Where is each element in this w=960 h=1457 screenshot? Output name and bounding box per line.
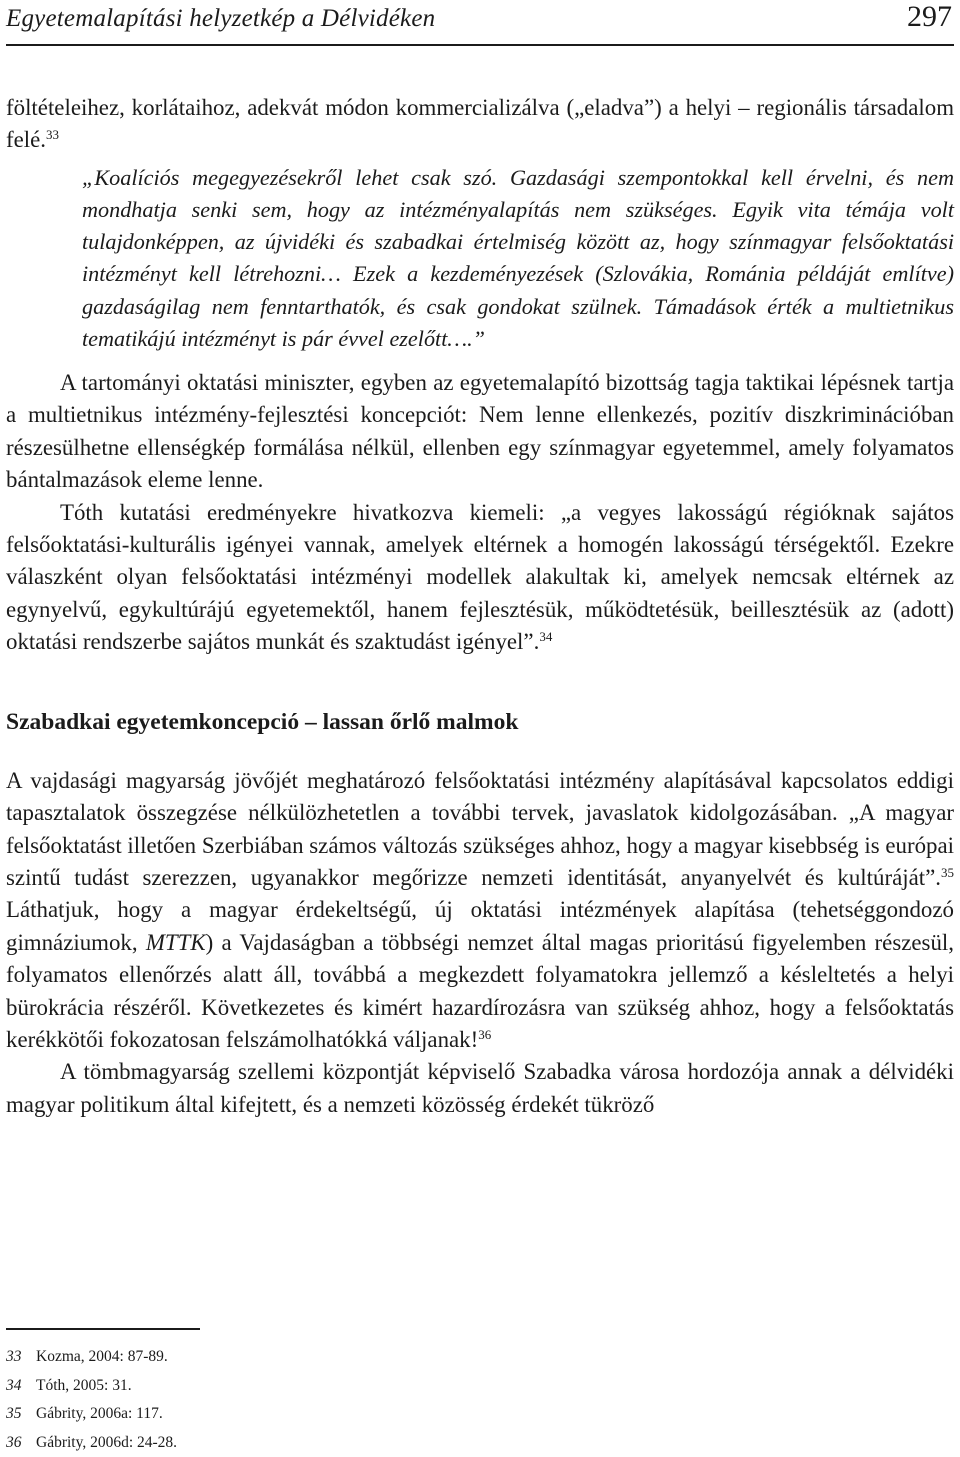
footnotes [6,1343,177,1457]
paragraph-text: A vajdasági magyarság jövőjét meghatározó felsőoktatási intézmény alapításával kapcsolatos eddigi tapasztalatok összegzése nélkülözhetetlen a további tervek, javaslatok kidolgozásában. „A magyar felsőoktatást illetően Szerbiában számos változás szükséges ahhoz, hogy a magyar kisebbség is európai szintű tudást szerezzen, ugyanakkor megőrizze nemzeti identitását, anyanyelvét és kultúráját”. [6,768,954,890]
footnote [6,1429,177,1457]
paragraph [6,765,954,1057]
section-heading: Szabadkai egyetemkoncepció – lassan őrlő malmok [6,707,954,737]
footnote-number: 34 [6,1372,36,1401]
paragraph: A tömbmagyarság szellemi központját képviselő Szabadka városa hordozója annak a délvidéki magyar politikum által kifejtett, és a nemzeti közösség érdekét tükröző [6,1056,954,1121]
italic-acronym: MTTK [146,930,206,955]
footnote-text: Gábrity, 2006a: 117. [36,1405,163,1422]
footnote-ref: 34 [539,629,552,644]
header-rule [6,44,954,46]
footnote-number: 35 [6,1400,36,1429]
footnote-text: Gábrity, 2006d: 24-28. [36,1434,177,1451]
footnote [6,1343,177,1372]
paragraph [6,497,954,659]
footnote-ref: 36 [478,1027,491,1042]
paragraph-text: Láthatjuk, hogy a magyar érdekeltségű, új oktatási intézmények alapítása (tehetséggondozó gimnáziumok, [6,897,954,954]
paragraph-text: ) a Vajdaságban a többségi nemzet által magas prioritású figyelemben részesül, folyamatos ellenőrzés alatt áll, továbbá a megkezdett folyamatokra jellemző a késleltetés a helyi bürokrácia részéről. Következetes és kimért hazardírozásra van szükség ahhoz, hogy a felsőoktatás kerékkötői fokozatosan felszámolhatókká váljanak! [6,930,954,1052]
page-number: 297 [907,0,952,34]
footnote-number: 33 [6,1343,36,1372]
running-title: Egyetemalapítási helyzetkép a Délvidéken [6,5,435,33]
block-quote: „Koalíciós megegyezésekről lehet csak szó. Gazdasági szempontokkal kell érvelni, és nem mondhatja senki sem, hogy az intézményalapítás nem szükséges. Egyik vita témája volt tulajdonképpen, az újvidéki és szabadkai értelmiség között az, hogy színmagyar felsőoktatási intézményt kell létrehozni… Ezek a kezdeményezések (Szlovákia, Románia példáját említve) gazdaságilag nem fenntarthatók, és csak gondokat szülnek. Támadások érték a multietnikus tematikájú intézményt is pár évvel ezelőtt….” [82,162,954,355]
footnote-ref: 35 [941,865,954,880]
footnote-text: Kozma, 2004: 87-89. [36,1348,168,1365]
paragraph [6,92,954,157]
footnote [6,1400,177,1429]
footnote-text: Tóth, 2005: 31. [36,1377,132,1394]
footnote-number: 36 [6,1429,36,1457]
paragraph-text: Tóth kutatási eredményekre hivatkozva kiemeli: „a vegyes lakosságú régióknak sajátos felsőoktatási-kulturális igényei vannak, amelyek eltérnek a homogén lakosságú térségektől. Ezekre válaszként olyan felsőoktatási intézményi modellek alakultak ki, amelyek nemcsak eltérnek az egynyelvű, egykultúrájú egyetemektől, hanem fejlesztésük, működtetésük, beillesztésük az (adott) oktatási rendszerbe sajátos munkát és szaktudást igényel”. [6,500,954,655]
paragraph-text: föltételeihez, korlátaihoz, adekvát módon kommercializálva („eladva”) a helyi – regionális társadalom felé. [6,95,954,152]
footnote-rule [6,1328,200,1330]
page-body [6,92,954,1121]
footnote [6,1372,177,1401]
footnote-ref: 33 [46,127,59,142]
page-header [6,0,954,46]
paragraph: A tartományi oktatási miniszter, egyben az egyetemalapító bizottság tagja taktikai lépésnek tartja a multietnikus intézmény-fejlesztési koncepciót: Nem lenne ellenkezés, pozitív diszkriminációban részesülhetne ellenségkép formálása nélkül, ellenben egy színmagyar egyetemmel, amely folyamatos bántalmazások eleme lenne. [6,367,954,497]
